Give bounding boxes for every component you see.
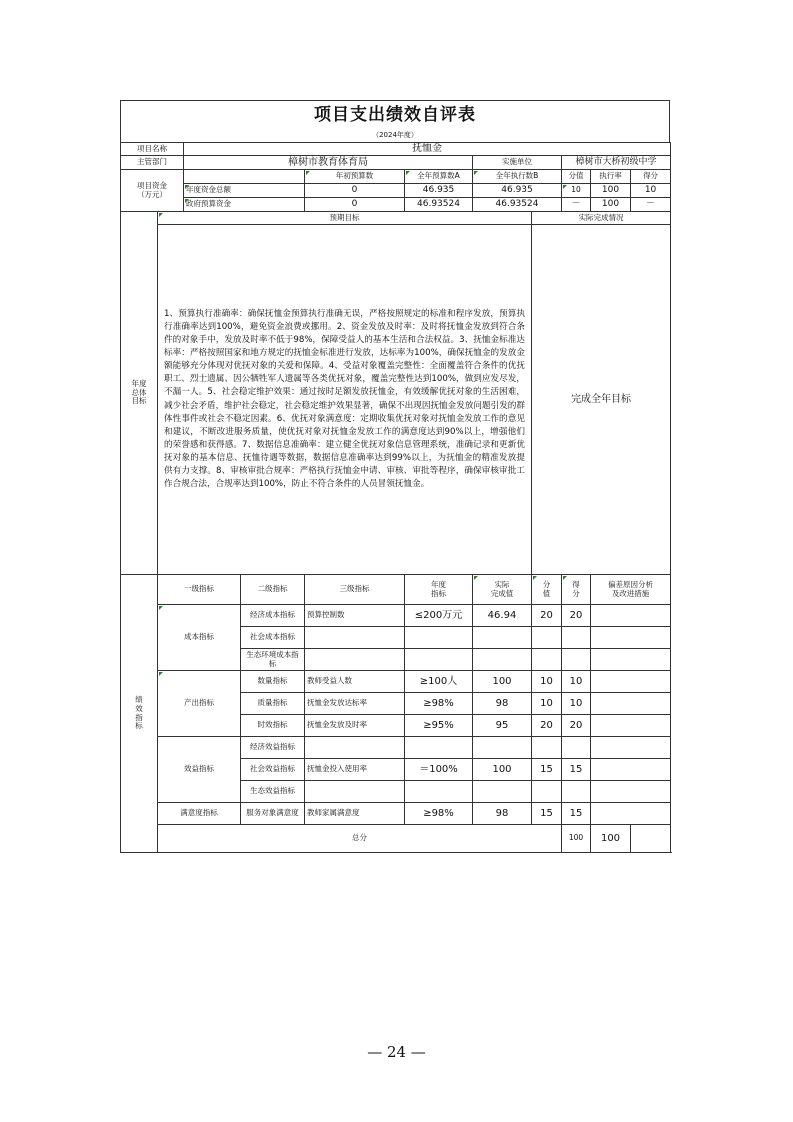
funds-gov-score-value: － <box>562 198 591 212</box>
score-cell <box>562 781 591 803</box>
funds-total-annual: 46.935 <box>405 184 473 198</box>
unit-label: 实施单位 <box>473 156 562 170</box>
level1-benefit: 效益指标 <box>158 737 241 803</box>
level2-header: 二级指标 <box>241 575 305 605</box>
project-name-label: 项目名称 <box>121 143 184 156</box>
target-cell <box>405 781 473 803</box>
funds-blank-header <box>184 170 305 184</box>
score-cell: 15 <box>562 803 591 825</box>
level2-cell: 经济效益指标 <box>241 737 305 759</box>
level2-cell: 生态效益指标 <box>241 781 305 803</box>
level3-cell: 教师受益人数 <box>305 671 405 693</box>
reason-cell <box>591 715 671 737</box>
project-name-value: 抚恤金 <box>184 143 671 156</box>
level1-header: 一级指标 <box>158 575 241 605</box>
funds-total-initial: 0 <box>305 184 405 198</box>
funds-total-score: 10 <box>631 184 671 198</box>
target-header: 年度 指标 <box>405 575 473 605</box>
expected-goal-text: 1、预算执行准确率：确保抚恤金预算执行准确无误，严格按照规定的标准和程序发放，预算执行准确率达到100%，避免资金浪费或挪用。2、资金发放及时率：及时将抚恤金发放到符合条件的对象手中，发放及时率不低于98%，保障受益人的基本生活和合法权益。3、抚恤金标准达标率：严格按照国家和地方规定的抚恤金标准进行发放，达标率为100%，确保抚恤金的发放金额能够充分体现对优抚对象的关爱和保障。4、受益对象覆盖完整性：全面覆盖符合条件的优抚职工、烈士遗属、因公牺牲军人遗属等各类优抚对象，覆盖完整性达到100%，做到应发尽发，不漏一人。5、社会稳定维护效果：通过按时足额发放抚恤金，有效缓解优抚对象的生活困难，减少社会矛盾，维护社会稳定，社会稳定维护效果显著，确保不出现因抚恤金发放问题引发的群体性事件或社会不稳定因素。6、优抚对象满意度：定期收集优抚对象对抚恤金发放工作的意见和建议，不断改进服务质量，使优抚对象对抚恤金发放工作的满意度达到90%以上，增强他们的荣誉感和获得感。7、数据信息准确率：建立健全优抚对象信息管理系统，准确记录和更新优抚对象的基本信息、抚恤待遇等数据，数据信息准确率达到99%以上，为抚恤金的精准发放提供有力支撑。8、审核审批合规率：严格执行抚恤金申请、审核、审批等程序，确保审核审批工作合规合法，合规率达到100%，防止不符合条件的人员冒领抚恤金。 <box>164 309 525 489</box>
target-cell <box>405 737 473 759</box>
self-evaluation-form <box>120 100 670 853</box>
reason-cell <box>591 759 671 781</box>
score-cell: 20 <box>562 605 591 627</box>
funds-label: 项目资金 （万元） <box>121 170 184 212</box>
reason-cell <box>591 803 671 825</box>
level3-cell: 抚恤金投入使用率 <box>305 759 405 781</box>
reason-cell <box>591 781 671 803</box>
target-cell: ≥100人 <box>405 671 473 693</box>
dept-value: 樟树市教育体育局 <box>184 156 473 170</box>
reason-cell <box>591 649 671 671</box>
funds-score-value-header: 分值 <box>562 170 591 184</box>
funds-total-exec: 46.935 <box>473 184 562 198</box>
level1-cost: 成本指标 <box>158 605 241 671</box>
target-cell: ＝100% <box>405 759 473 781</box>
score-value-cell: 10 <box>532 693 562 715</box>
level2-cell: 时效指标 <box>241 715 305 737</box>
level1-satisfaction: 满意度指标 <box>158 803 241 825</box>
target-cell: ≥95% <box>405 715 473 737</box>
actual-header: 实际 完成值 <box>473 575 532 605</box>
score-value-cell <box>532 627 562 649</box>
funds-exec-header: 全年执行数B <box>473 170 562 184</box>
score-cell: 20 <box>562 715 591 737</box>
indicators-label: 绩 效 指 标 <box>121 575 158 853</box>
level2-cell: 社会成本指标 <box>241 627 305 649</box>
target-cell <box>405 649 473 671</box>
score-value-cell: 20 <box>532 715 562 737</box>
level3-cell: 教师家属满意度 <box>305 803 405 825</box>
actual-completion-header: 实际完成情况 <box>532 212 671 225</box>
expected-goal-text-cell <box>158 225 532 575</box>
level3-cell: 预算控制数 <box>305 605 405 627</box>
evaluation-table <box>120 142 671 853</box>
score-cell <box>562 627 591 649</box>
form-title: 项目支出绩效自评表 <box>120 100 670 129</box>
reason-cell <box>591 605 671 627</box>
score-value-cell <box>532 737 562 759</box>
actual-cell: 95 <box>473 715 532 737</box>
target-cell: ≤200万元 <box>405 605 473 627</box>
target-cell: ≥98% <box>405 803 473 825</box>
score-header: 得 分 <box>562 575 591 605</box>
actual-cell: 98 <box>473 693 532 715</box>
score-value-cell: 20 <box>532 605 562 627</box>
dept-label: 主管部门 <box>121 156 184 170</box>
level2-cell: 服务对象满意度 <box>241 803 305 825</box>
actual-cell <box>473 627 532 649</box>
funds-gov-exec-rate: 100 <box>591 198 631 212</box>
level2-cell: 数量指标 <box>241 671 305 693</box>
level1-output: 产出指标 <box>158 671 241 737</box>
unit-value: 樟树市大桥初级中学 <box>562 156 671 170</box>
actual-cell <box>473 737 532 759</box>
score-cell <box>562 737 591 759</box>
level2-cell: 生态环境成本指标 <box>241 649 305 671</box>
level3-cell <box>305 781 405 803</box>
funds-total-score-value: 10 <box>562 184 591 198</box>
score-value-cell <box>532 781 562 803</box>
funds-exec-rate-header: 执行率 <box>591 170 631 184</box>
total-score-value: 100 <box>562 825 591 853</box>
level3-cell: 抚恤金发放及时率 <box>305 715 405 737</box>
funds-gov-exec: 46.93524 <box>473 198 562 212</box>
year-note: （2024年度） <box>120 129 670 142</box>
level2-cell: 社会效益指标 <box>241 759 305 781</box>
score-value-cell <box>532 649 562 671</box>
score-value-cell: 15 <box>532 803 562 825</box>
total-reason-cell <box>631 825 671 853</box>
funds-gov-score: － <box>631 198 671 212</box>
level2-cell: 质量指标 <box>241 693 305 715</box>
score-cell: 15 <box>562 759 591 781</box>
expected-goal-header: 预期目标 <box>158 212 532 225</box>
actual-completion-text: 完成全年目标 <box>532 225 671 575</box>
level3-cell <box>305 649 405 671</box>
score-value-cell: 15 <box>532 759 562 781</box>
funds-gov-annual: 46.93524 <box>405 198 473 212</box>
actual-cell: 98 <box>473 803 532 825</box>
reason-cell <box>591 693 671 715</box>
reason-cell <box>591 627 671 649</box>
total-label: 总分 <box>158 825 562 853</box>
score-value-header: 分 值 <box>532 575 562 605</box>
total-score: 100 <box>591 825 631 853</box>
actual-cell: 100 <box>473 759 532 781</box>
reason-header: 偏差原因分析 及改进措施 <box>591 575 671 605</box>
funds-initial-header: 年初预算数 <box>305 170 405 184</box>
score-cell <box>562 649 591 671</box>
annual-goal-label: 年度 总体 目标 <box>121 212 158 575</box>
actual-cell: 100 <box>473 671 532 693</box>
level2-cell: 经济成本指标 <box>241 605 305 627</box>
level3-header: 三级指标 <box>305 575 405 605</box>
score-cell: 10 <box>562 693 591 715</box>
actual-cell: 46.94 <box>473 605 532 627</box>
funds-annual-header: 全年预算数A <box>405 170 473 184</box>
funds-gov-initial: 0 <box>305 198 405 212</box>
score-cell: 10 <box>562 671 591 693</box>
reason-cell <box>591 737 671 759</box>
funds-total-label: 年度资金总额 <box>184 184 305 198</box>
level3-cell <box>305 627 405 649</box>
reason-cell <box>591 671 671 693</box>
target-cell: ≥98% <box>405 693 473 715</box>
funds-score-header: 得分 <box>631 170 671 184</box>
actual-cell <box>473 781 532 803</box>
target-cell <box>405 627 473 649</box>
score-value-cell: 10 <box>532 671 562 693</box>
funds-gov-label: 政府预算资金 <box>184 198 305 212</box>
page-number: — 24 — <box>367 1043 426 1061</box>
level3-cell: 抚恤金发放达标率 <box>305 693 405 715</box>
level3-cell <box>305 737 405 759</box>
funds-total-exec-rate: 100 <box>591 184 631 198</box>
actual-cell <box>473 649 532 671</box>
